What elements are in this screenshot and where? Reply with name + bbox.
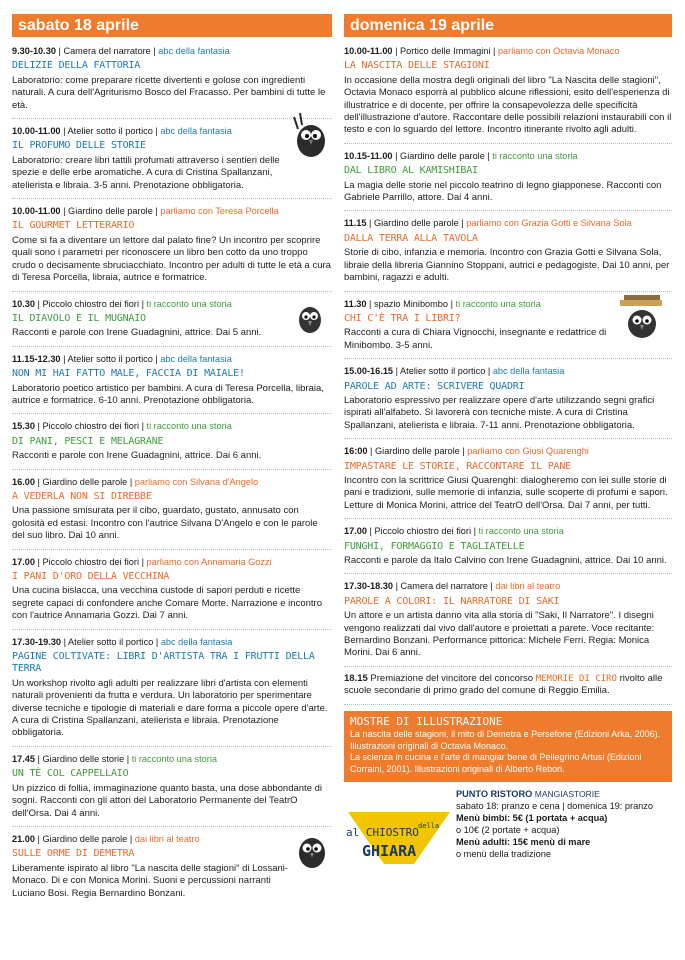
- event-title: DALLA TERRA ALLA TAVOLA: [344, 232, 478, 244]
- event-title: NON MI HAI FATTO MALE, FACCIA DI MAIALE!: [12, 368, 245, 380]
- event-title: LA NASCITA DELLE STAGIONI: [344, 60, 490, 72]
- sunday-header: domenica 19 aprile: [344, 14, 672, 37]
- menu-kids: Menù bimbi: 5€ (1 portata + acqua): [456, 812, 608, 823]
- event-time: 9.30-10.30: [12, 46, 56, 56]
- award-contest-name: MEMORIE DI CIRO: [535, 673, 617, 684]
- food-point: [344, 788, 672, 900]
- event-sat-1: 9.30-10.30 | Camera del narratore | abc della fantasia DELIZIE DELLA FATTORIA Laboratorio: come preparare ricette divertenti e golose con ingredienti naturali. A cura dell'Agriturismo Bosco del Fracasso. Per bambini di tutte le età.: [12, 45, 332, 119]
- menu-adults-alt: o menù della tradizione: [456, 848, 551, 859]
- event-sat-7: 16.00 | Giardino delle parole | parliamo con Silvana d'Angelo A VEDERLA NON SI DIREBBE Una passione smisurata per il cibo, guardato, gustato, annusato con golosità ed estasi. Incontro con l'autrice Silvana D'Angelo e con le parole del suo libro. Dai 10 anni.: [12, 476, 332, 550]
- event-title: IL GOURMET LETTERARIO: [12, 220, 135, 232]
- event-title: I PANI D'ORO DELLA VECCHINA: [12, 571, 170, 582]
- event-sun-award: 18.15 Premiazione del vincitore del concorso MEMORIE DI CIRO rivolto alle scuole secondarie di primo grado del comune di Reggio Emilia.: [344, 673, 672, 705]
- crow-illustration: [290, 111, 332, 163]
- menu-kids-alt: o 10€ (2 portate + acqua): [456, 824, 560, 835]
- event-sat-3: 10.00-11.00 | Giardino delle parole | parliamo con Teresa Porcella IL GOURMET LETTERARIO Come si fa a diventare un lettore dal palato fine? Un incontro per scoprire quali sono i parametri per riconoscere un libro ben cotto da uno troppo crudo o decisamente sbruciacchiato. Incontro per adulti di tutte le età a cura di Teresa Porcella, libraia, autrice e formatrice.: [12, 205, 332, 291]
- event-title: IL DIAVOLO E IL MUGNAIO: [12, 312, 146, 324]
- event-title: CHI C'È TRA I LIBRI?: [344, 312, 461, 324]
- event-title: DELIZIE DELLA FATTORIA: [12, 60, 141, 72]
- event-sun-1: 10.00-11.00 | Portico delle Immagini | parliamo con Octavia Monaco LA NASCITA DELLE STAGIONI In occasione della mostra degli originali del libro "La Nascita delle stagioni", Octavia Monaco esporrà al pubblico alcune riflessioni, esito dell'esperienza di illustratrice e di docente, per offrire la consapevolezza delle specificità dell'illustrazione d'autore. Raccontare delle possibili relazioni instaurabili con il testo e con lo sguardo del lettore. Incontro itinerante rivolto agli adulti.: [344, 45, 672, 144]
- event-title: UN TÈ COL CAPPELLAIO: [12, 768, 129, 780]
- event-sun-4: 11.30 | spazio Minibombo | ti racconto una storia CHI C'È TRA I LIBRI? Racconti a cura di Chiara Vignocchi, insegnante e redattrice di Minibombo. 3-5 anni.: [344, 298, 672, 360]
- event-sun-2: 10.15-11.00 | Giardino delle parole | ti racconto una storia DAL LIBRO AL KAMISHIBAI La magia delle storie nel piccolo teatrino di legno giapponese. Racconti con Gabriele Parrillo, attore. Dai 4 anni.: [344, 150, 672, 212]
- award-time: 18.15: [344, 672, 368, 684]
- menu-adults: Menù adulti: 15€ menù di mare: [456, 836, 591, 847]
- event-desc: Laboratorio: come preparare ricette divertenti e golose con ingredienti naturali. A cura dell'Agriturismo Bosco del Fracasso. Per bambini di tutte le età.: [12, 74, 326, 111]
- saturday-column: [12, 14, 332, 912]
- event-title: DI PANI, PESCI E MELAGRANE: [12, 435, 164, 447]
- event-sun-8: 17.30-18.30 | Camera del narratore | dai libri al teatro PAROLE A COLORI: IL NARRATORE DI SAKI Un attore e un artista danno vita alla storia di "Saki, Il Narratore". I disegni vengono realizzati dal vivo dall'autore e proiettati a parete. Voce recitante: Bernardino Bonzani. Performance pittorica: Michele Ferri. Regia: Monica Morini. Dai 6 anni.: [344, 580, 672, 666]
- crow-illustration: [292, 827, 332, 873]
- event-title: SULLE ORME DI DEMETRA: [12, 848, 135, 860]
- event-sat-4: 10.30 | Piccolo chiostro dei fiori | ti racconto una storia IL DIAVOLO E IL MUGNAIO Racconti e parole con Irene Guadagnini, attrice. Dai 5 anni.: [12, 298, 332, 347]
- event-sat-8: 17.00 | Piccolo chiostro dei fiori | parliamo con Annamaria Gozzi I PANI D'ORO DELLA VECCHINA Una cucina bislacca, una vecchina custode di sapori perduti e ricette segrete capaci di confondere anche Comare Morte. Narrazione e incontro con l'autrice Annamaria Gozzi. Dai 7 anni.: [12, 556, 332, 630]
- sunday-column: [344, 14, 672, 900]
- event-title: PAGINE COLTIVATE: LIBRI D'ARTISTA TRA I FRUTTI DELLA TERRA: [12, 651, 315, 675]
- event-sun-6: 16:00 | Giardino delle parole | parliamo con Giusi Quarenghi IMPASTARE LE STORIE, RACCONTARE IL PANE Incontro con la scrittrice Giusi Quarenghi: dialogheremo con lei sulle storie di pani e tradizioni, sulle memorie di infanzia, sulle scoperte di profumi e sapori. Letture di Monica Morini, attrice del TeatrO dell'Orsa. Dai 7 anni, per tutti.: [344, 445, 672, 519]
- saturday-header: sabato 18 aprile: [12, 14, 332, 37]
- exhibitions-box: [344, 711, 672, 782]
- event-title: DAL LIBRO AL KAMISHIBAI: [344, 165, 478, 177]
- food-point-brand: MANGIASTORIE: [534, 788, 600, 799]
- event-title: IL PROFUMO DELLE STORIE: [12, 140, 146, 152]
- exhibition-item: La nascita delle stagioni, il mito di Demetra e Persefone (Edizioni Arka, 2006). Illustrazioni originali di Octavia Monaco.: [350, 729, 661, 751]
- event-sun-3: 11.15 | Giardino delle parole | parliamo con Grazia Gotti e Silvana Sola DALLA TERRA ALLA TAVOLA Storie di cibo, infanzia e memoria. Incontro con Grazia Gotti e Silvana Sola, libraie della libreria Giannino Stoppani, autrici e pedagogiste. Dai 10 anni, per bambini, ragazzi e adulti.: [344, 217, 672, 291]
- event-title: FUNGHI, FORMAGGIO E TAGLIATELLE: [344, 540, 525, 552]
- event-sat-11: 21.00 | Giardino delle parole | dai libri al teatro SULLE ORME DI DEMETRA Liberamente ispirato al libro "La nascita delle stagioni" di Lossani-Monaco. Di e con Monica Morini. Suoni e percussioni narranti Luciano Bosi. Regia Bernardino Bonzani.: [12, 833, 332, 906]
- food-point-title: PUNTO RISTORO: [456, 788, 533, 799]
- exhibition-item: La scienza in cucina e l'arte di mangiar bene di Pellegrino Artusi (Edizioni Corraini, 2001). Illustrazioni originali di Alberto Rebori.: [350, 752, 642, 775]
- event-sun-7: 17.00 | Piccolo chiostro dei fiori | ti racconto una storia FUNGHI, FORMAGGIO E TAGLIATELLE Racconti e parole da Italo Calvino con Irene Guadagnini, attrice. Dai 10 anni.: [344, 525, 672, 574]
- food-point-days: sabato 18: pranzo e cena | domenica 19: pranzo: [456, 800, 653, 811]
- event-title: IMPASTARE LE STORIE, RACCONTARE IL PANE: [344, 460, 571, 472]
- bird-with-books-illustration: [614, 294, 670, 342]
- event-title: A VEDERLA NON SI DIREBBE: [12, 490, 152, 502]
- food-point-text: [456, 788, 666, 860]
- event-category: abc della fantasia: [158, 46, 230, 56]
- event-title: PAROLE AD ARTE: SCRIVERE QUADRI: [344, 380, 525, 392]
- event-sun-5: 15.00-16.15 | Atelier sotto il portico | abc della fantasia PAROLE AD ARTE: SCRIVERE QUADRI Laboratorio espressivo per realizzare opere d'arte utilizzando segni grafici ispirati all'alfabeto. Si lavorerà con tecniche miste. A cura di Cristina Spallanzani, atelierista e libraia. 7-11 anni. Prenotazione obbligatoria.: [344, 365, 672, 439]
- exhibitions-title: MOSTRE DI ILLUSTRAZIONE: [350, 714, 503, 728]
- event-sat-2: 10.00-11.00 | Atelier sotto il portico | abc della fantasia IL PROFUMO DELLE STORIE Laboratorio: creare libri tattili profumati attraverso i sentieri delle spezie e delle erbe aromatiche. A cura di Cristina Spallanzani, atelierista e libraia. 3-5 anni. Prenotazione obbligatoria.: [12, 125, 332, 199]
- event-sat-9: 17.30-19.30 | Atelier sotto il portico | abc della fantasia PAGINE COLTIVATE: LIBRI D'ARTISTA TRA I FRUTTI DELLA TERRA Un workshop rivolto agli adulti per realizzare libri d'artista con elementi naturali provenienti da frutta e verdura. Un laboratorio per sperimentare diverse tecniche e tipologie di materiali e dare forma a piccole opere d'arte. A cura di Cristina Spallanzani, atelierista e libraia. Prenotazione obbligatoria.: [12, 636, 332, 747]
- event-sat-6: 15.30 | Piccolo chiostro dei fiori | ti racconto una storia DI PANI, PESCI E MELAGRANE Racconti e parole con Irene Guadagnini, attrice. Dai 6 anni.: [12, 420, 332, 469]
- event-title: PAROLE A COLORI: IL NARRATORE DI SAKI: [344, 595, 560, 607]
- event-place: Camera del narratore: [63, 46, 151, 56]
- chiostro-della-ghiara-logo: [344, 802, 454, 874]
- event-sat-10: 17.45 | Giardino delle storie | ti racconto una storia UN TÈ COL CAPPELLAIO Un pizzico di follia, immaginazione quanto basta, una dose abbondante di sogni. Racconti con gli attori del Laboratorio Permanente del TeatrO dell'Orsa. Dai 4 anni.: [12, 753, 332, 827]
- svg-text:GHIARA: GHIARA: [362, 841, 417, 860]
- svg-text:della: della: [418, 821, 440, 830]
- event-sat-5: 11.15-12.30 | Atelier sotto il portico | abc della fantasia NON MI HAI FATTO MALE, FACCIA DI MAIALE! Laboratorio poetico artistico per bambini. A cura di Teresa Porcella, libraia, autrice e formatrice. 6-10 anni. Prenotazione obbligatoria.: [12, 353, 332, 415]
- bird-illustration: [292, 298, 328, 338]
- svg-text:al CHIOSTRO: al CHIOSTRO: [346, 825, 419, 839]
